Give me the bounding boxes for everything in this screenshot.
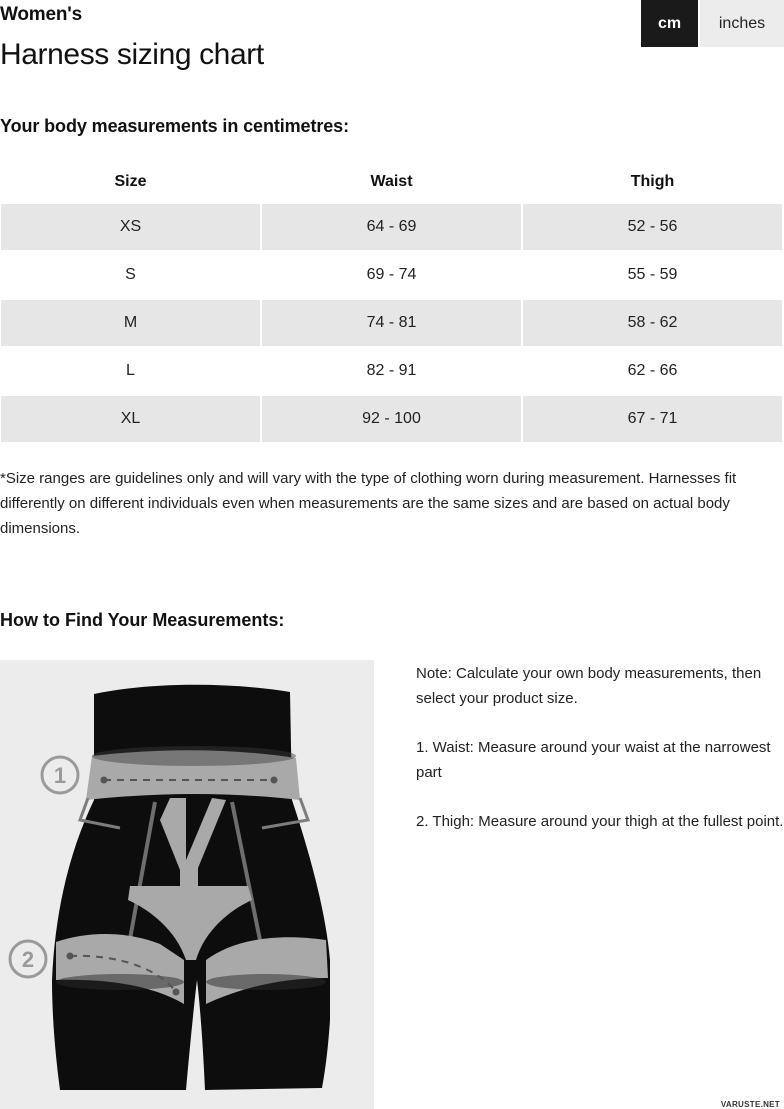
harness-illustration [0, 660, 374, 1109]
unit-toggle [641, 0, 784, 47]
left-leg-loop-shadow [56, 974, 184, 990]
size-cell: XL [1, 396, 260, 442]
size-cell: L [126, 362, 135, 379]
thigh-instruction: 2. Thigh: Measure around your thigh at the fullest point. [416, 813, 784, 830]
watermark: VARUSTE.NET [720, 1100, 780, 1109]
right-leg-loop-shadow [206, 974, 326, 990]
thigh-measure-start-dot [67, 953, 74, 960]
thigh-measure-end-dot [173, 989, 180, 996]
waist-cell: 74 - 81 [262, 300, 521, 346]
waist-belt-shadow [92, 746, 296, 766]
waist-cell: 69 - 74 [366, 266, 417, 283]
thigh-cell: 67 - 71 [523, 396, 782, 442]
size-cell: S [125, 266, 136, 283]
thigh-cell: 55 - 59 [627, 266, 678, 283]
marker-1-label: 1 [53, 763, 67, 788]
unit-inches-button[interactable]: inches [700, 0, 784, 47]
measurements-heading: How to Find Your Measurements: [0, 610, 285, 630]
measurement-notes [416, 661, 784, 858]
waist-cell: 82 - 91 [366, 362, 417, 379]
size-cell: XS [1, 204, 260, 250]
table-row [0, 348, 784, 394]
table-header-row [0, 160, 784, 204]
size-table [0, 160, 784, 444]
table-row [0, 252, 784, 298]
waist-cell: 92 - 100 [262, 396, 521, 442]
size-disclaimer: *Size ranges are guidelines only and will vary with the type of clothing worn during measurement. Harnesses fit differently on different individuals even when measurements are the same sizes and are based on actual body dimensions. [0, 470, 737, 537]
table-row [0, 204, 784, 250]
column-header-size: Size [114, 173, 147, 190]
column-header-waist: Waist [370, 173, 413, 190]
page-eyebrow: Women's [0, 4, 82, 25]
column-header-thigh: Thigh [630, 173, 675, 190]
harness-diagram [0, 660, 374, 1109]
waist-measure-start-dot [101, 777, 108, 784]
table-row [0, 396, 784, 442]
marker-2-label: 2 [21, 947, 35, 972]
thigh-cell: 58 - 62 [523, 300, 782, 346]
measurement-note: Note: Calculate your own body measurements, then select your product size. [416, 665, 762, 707]
thigh-cell: 62 - 66 [627, 362, 678, 379]
thigh-cell: 52 - 56 [523, 204, 782, 250]
waist-measure-end-dot [271, 777, 278, 784]
waist-instruction: 1. Waist: Measure around your waist at the narrowest part [416, 739, 771, 781]
page-title: Harness sizing chart [0, 38, 264, 71]
waist-cell: 64 - 69 [262, 204, 521, 250]
unit-cm-button[interactable]: cm [641, 0, 698, 47]
table-heading: Your body measurements in centimetres: [0, 116, 349, 136]
size-cell: M [1, 300, 260, 346]
table-row [0, 300, 784, 346]
